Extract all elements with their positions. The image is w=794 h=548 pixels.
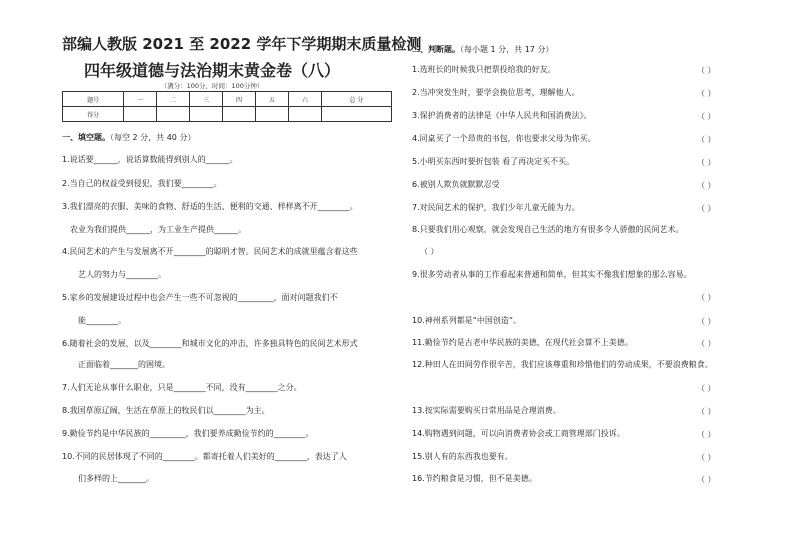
exam-title-line1: 部编人教版 2021 至 2022 学年下学期期末质量检测	[62, 35, 422, 53]
score-table-cell: 二	[157, 92, 190, 107]
exam-score-time-note: （满分：100分，时间：100分钟）	[160, 82, 264, 90]
answer-paren[interactable]: （ ）	[697, 181, 716, 190]
judge-question: 1.选班长的时候我只把票投给我的好友。	[412, 65, 556, 74]
fill-question: 6.随着社会的发展，以及________和城市文化的冲击，许多独具特色的民间艺术形式	[62, 339, 358, 348]
fill-question: 艺人的努力与________。	[78, 270, 166, 279]
judge-question: 9.很多劳动者从事的工作看起来普通和简单，但其实不像我们想象的那么容易。	[412, 270, 692, 279]
score-table-cell: 五	[255, 92, 288, 107]
score-table-cell: 总 分	[321, 92, 391, 107]
score-table-cell[interactable]	[288, 107, 321, 122]
judge-question: 6.被别人欺负就默默忍受	[412, 180, 500, 189]
fill-question: 2.当自己的权益受到侵犯，我们要________。	[62, 179, 222, 188]
section2-note: （每小题 1 分，共 17 分）	[460, 45, 554, 54]
section1-heading	[62, 132, 195, 143]
answer-paren[interactable]: （ ）	[697, 135, 716, 144]
score-table-cell[interactable]	[190, 107, 223, 122]
exam-title-line2: 四年级道德与法治期末黄金卷（八）	[83, 61, 340, 80]
answer-paren[interactable]: （ ）	[697, 293, 716, 302]
answer-paren[interactable]: （ ）	[697, 89, 716, 98]
score-table-cell: 四	[223, 92, 256, 107]
fill-question: 5.家乡的发展建设过程中也会产生一些不可忽视的_________，面对问题我们不	[62, 293, 338, 302]
answer-paren[interactable]: （ ）	[697, 430, 716, 439]
answer-paren[interactable]: （ ）	[420, 247, 439, 256]
fill-question: 9.勤俭节约是中华民族的_________，我们要养成勤俭节约的________。	[62, 429, 314, 438]
judge-question: 10.神州系列都是“中国创造”。	[412, 316, 522, 325]
judge-question: 13.按实际需要购买日常用品是合理消费。	[412, 406, 561, 415]
answer-paren[interactable]: （ ）	[697, 317, 716, 326]
answer-paren[interactable]: （ ）	[697, 112, 716, 121]
answer-paren[interactable]: （ ）	[697, 204, 716, 213]
answer-paren[interactable]: （ ）	[697, 66, 716, 75]
section1-note: （每空 2 分，共 40 分）	[110, 133, 196, 142]
judge-question: 12.种田人在田间劳作很辛苦，我们应该尊重和珍惜他们的劳动成果，不要浪费粮食。	[412, 360, 713, 369]
judge-question: 15.别人有的东西我也要有。	[412, 452, 513, 461]
fill-question: 3.我们漂亮的衣服、美味的食物、舒适的生活、便利的交通、样样离不开________。	[62, 202, 358, 211]
answer-paren[interactable]: （ ）	[697, 475, 716, 484]
score-table-cell: 一	[124, 92, 157, 107]
fill-question: 10.不同的民居体现了不同的________。都寄托着人们美好的________，表达了人	[62, 452, 347, 461]
score-table-score-row	[63, 107, 392, 122]
score-table-cell: 六	[288, 92, 321, 107]
score-table-cell[interactable]	[255, 107, 288, 122]
fill-question: 们多样的上_______。	[78, 474, 154, 483]
score-table	[62, 91, 392, 122]
score-table-cell[interactable]	[321, 107, 391, 122]
fill-question: 农业为我们提供______，为工业生产提供______。	[70, 225, 246, 234]
answer-paren[interactable]: （ ）	[697, 158, 716, 167]
score-table-cell[interactable]	[223, 107, 256, 122]
section2-heading	[412, 44, 553, 55]
fill-question: 4.民间艺术的产生与发展离不开________的聪明才智。民间艺术的成就里蕴含着这些	[62, 247, 358, 256]
judge-question: 8.只要我们用心观察，就会发现自己生活的地方有很多令人骄傲的民间艺术。	[412, 225, 684, 234]
judge-question: 14.购物遇到问题，可以向消费者协会或工商管理部门投诉。	[412, 429, 625, 438]
score-table-cell: 三	[190, 92, 223, 107]
judge-question: 11.勤俭节约是古老中华民族的美德，在现代社会算不上美德。	[412, 338, 633, 347]
answer-paren[interactable]: （ ）	[697, 453, 716, 462]
judge-question: 2.当冲突发生时，要学会换位思考，理解他人。	[412, 88, 580, 97]
answer-paren[interactable]: （ ）	[697, 339, 716, 348]
judge-question: 7.对民间艺术的保护，我们少年儿童无能为力。	[412, 203, 580, 212]
score-table-cell: 题号	[63, 92, 124, 107]
score-table-cell: 得分	[63, 107, 124, 122]
fill-question: 正面临着_______的困境。	[78, 360, 170, 369]
score-table-cell[interactable]	[124, 107, 157, 122]
fill-question: 7.人们无论从事什么职业，只是________不同，没有________之分。	[62, 383, 302, 392]
judge-question: 5.小明买东西时要折包装 看了再决定买不买。	[412, 157, 575, 166]
fill-question: 8.我国草原辽阔，生活在草原上的牧民们以________为主。	[62, 406, 270, 415]
score-table-header-row	[63, 92, 392, 107]
fill-question: 1.说话要______，说话算数能得到别人的______。	[62, 155, 238, 164]
judge-question: 3.保护消费者的法律是《中华人民共和国消费法》。	[412, 111, 592, 120]
answer-paren[interactable]: （ ）	[697, 407, 716, 416]
fill-question: 能________。	[78, 316, 126, 325]
section2-heading-text: 二、判断题。	[412, 45, 460, 54]
judge-question: 4.同桌买了一个昂贵的书包，你也要求父母为你买。	[412, 134, 596, 143]
judge-question: 16.节约粮食是习惯，但不是美德。	[412, 474, 537, 483]
score-table-cell[interactable]	[157, 107, 190, 122]
answer-paren[interactable]: （ ）	[697, 384, 716, 393]
section1-heading-text: 一、填空题。	[62, 133, 110, 142]
